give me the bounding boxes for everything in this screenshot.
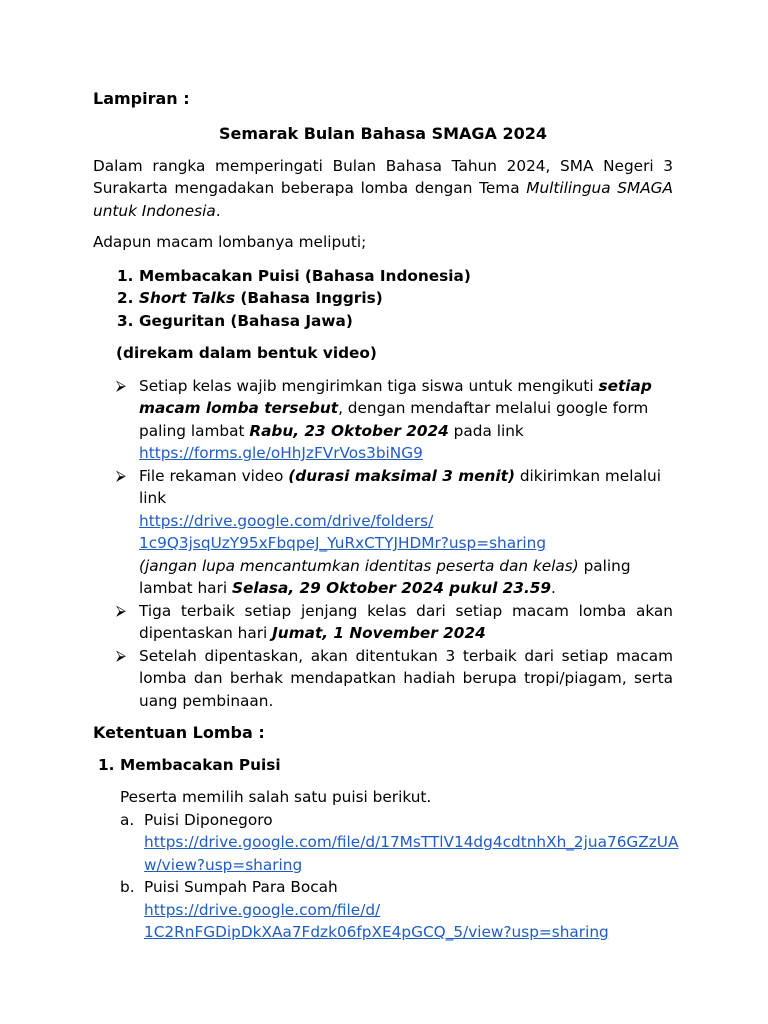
ketentuan-heading: Ketentuan Lomba : <box>93 723 265 742</box>
puisi-name: Puisi Diponegoro <box>144 810 273 829</box>
puisi-link[interactable]: https://drive.google.com/file/d/ <box>144 900 381 919</box>
list-number: 1. <box>117 266 134 285</box>
list-letter: b. <box>120 878 135 896</box>
bullet-text: , dengan mendaftar melalui google form paling lambat <box>139 399 649 440</box>
list-item <box>93 754 673 777</box>
intro-end: . <box>215 201 221 220</box>
list-number: 1. <box>98 755 115 774</box>
bullet-text: paling lambat hari <box>139 556 631 597</box>
direkam-note: (direkam dalam bentuk video) <box>116 344 377 362</box>
arrow-bullet-icon: ⮚ <box>116 467 126 484</box>
bullet-item <box>93 600 673 645</box>
drive-folder-link[interactable]: https://drive.google.com/drive/folders/ <box>139 511 434 530</box>
bullet-text: Tiga terbaik setiap jenjang kelas dari setiap macam lomba akan dipentaskan hari <box>139 601 673 642</box>
identity-note: (jangan lupa mencantumkan identitas peserta dan kelas) <box>139 556 579 575</box>
lomba-label: Membacakan Puisi (Bahasa Indonesia) <box>139 266 471 285</box>
intro-theme: Multilingua SMAGA untuk Indonesia <box>93 179 673 220</box>
peserta-text: Peserta memilih salah satu puisi berikut. <box>120 788 432 806</box>
drive-folder-link-cont[interactable]: 1c9Q3jsqUzY95xFbqpeJ_YuRxCTYJHDMr?usp=sharing <box>139 534 547 552</box>
lomba-label: Geguritan (Bahasa Jawa) <box>139 311 353 330</box>
list-number: 2. <box>117 289 134 307</box>
bullet-item <box>93 465 673 600</box>
list-number: 3. <box>117 311 134 330</box>
list-item <box>93 809 679 877</box>
bullet-text: Setelah dipentaskan, akan ditentukan 3 terbaik dari setiap macam lomba dan berhak mendapatkan hadiah berupa tropi/piagam, serta uang pembinaan. <box>139 646 673 710</box>
puisi-name: Puisi Sumpah Para Bocah <box>144 878 338 896</box>
performance-date: Jumat, 1 November 2024 <box>272 624 486 642</box>
duration-note: (durasi maksimal 3 menit) <box>288 466 515 485</box>
arrow-bullet-icon: ⮚ <box>116 602 126 619</box>
puisi-link-cont[interactable]: 1C2RnFGDipDkXAa7Fdzk06fpXE4pGCQ_5/view?usp=sharing <box>144 923 609 941</box>
bullet-text: . <box>551 579 556 597</box>
info-bullets <box>93 375 673 713</box>
intro-text: Dalam rangka memperingati Bulan Bahasa Tahun 2024, SMA Negeri 3 Surakarta mengadakan beberapa lomba dengan Tema <box>93 156 673 197</box>
arrow-bullet-icon: ⮚ <box>116 647 126 664</box>
google-form-link[interactable]: https://forms.gle/oHhJzFVrVos3biNG9 <box>139 444 423 462</box>
intro-paragraph <box>93 155 673 223</box>
adapun-text: Adapun macam lombanya meliputi; <box>93 233 367 251</box>
lomba-list <box>93 265 673 333</box>
bullet-text: Setiap kelas wajib mengirimkan tiga siswa untuk mengikuti <box>139 376 599 395</box>
list-item <box>93 310 673 333</box>
bullet-item <box>93 645 673 713</box>
bullet-text: File rekaman video <box>139 466 289 485</box>
puisi-list <box>93 809 679 944</box>
puisi-link[interactable]: https://drive.google.com/file/d/17MsTTlV14dg4cdtnhXh_2jua76GZzUA <box>144 833 679 851</box>
lampiran-label: Lampiran : <box>93 89 190 108</box>
list-item <box>93 876 673 944</box>
document-page <box>93 88 679 944</box>
bullet-text: pada link <box>448 421 524 440</box>
ketentuan-list <box>93 754 673 777</box>
bullet-text: dikirimkan melalui link <box>139 466 662 507</box>
list-item <box>93 265 673 288</box>
puisi-link-cont[interactable]: w/view?usp=sharing <box>144 855 303 874</box>
deadline-registration: Rabu, 23 Oktober 2024 <box>249 421 449 440</box>
section-label: Membacakan Puisi <box>120 755 281 774</box>
list-letter: a. <box>120 810 135 829</box>
bullet-item <box>93 375 673 465</box>
deadline-upload: Selasa, 29 Oktober 2024 pukul 23.59 <box>231 579 552 597</box>
bullet-emphasis: setiap macam lomba tersebut <box>139 376 652 417</box>
document-title: Semarak Bulan Bahasa SMAGA 2024 <box>218 124 548 143</box>
list-item <box>93 287 673 310</box>
lomba-italic: Short Talks <box>139 289 236 307</box>
lomba-label: (Bahasa Inggris) <box>235 289 383 307</box>
arrow-bullet-icon: ⮚ <box>116 377 126 394</box>
